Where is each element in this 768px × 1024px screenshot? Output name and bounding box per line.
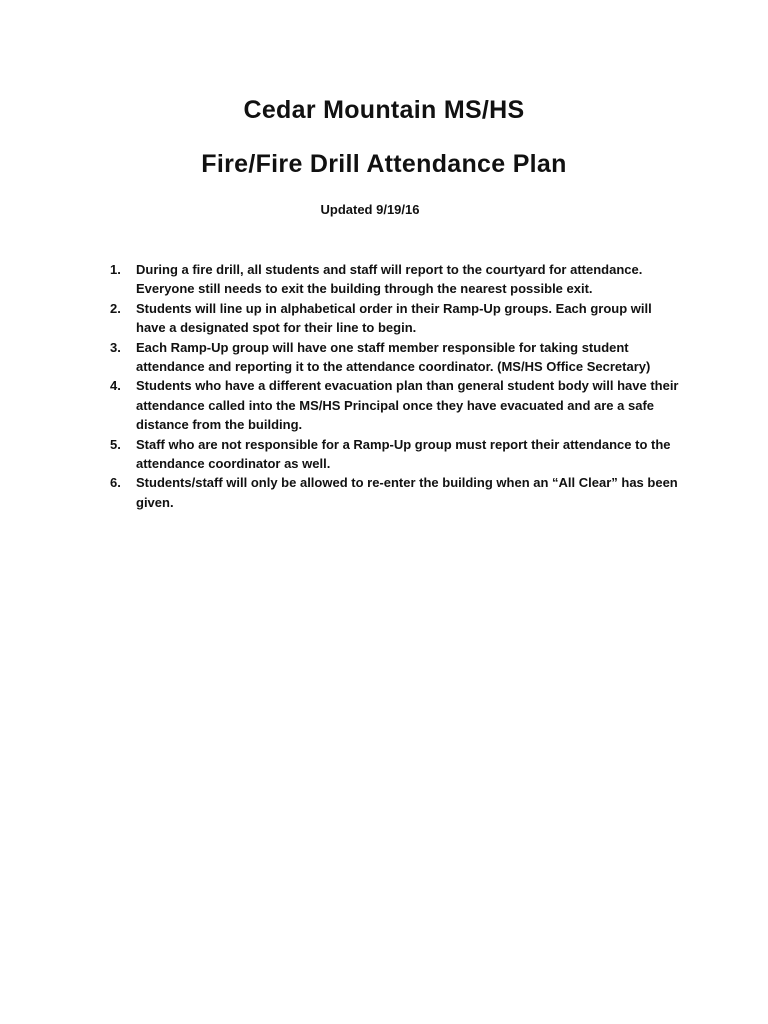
step-text: Students who have a different evacuation plan than general student body will have their attendance called into the MS/HS Principal once they have evacuated and are a safe distance from the building. <box>136 378 679 433</box>
school-title: Cedar Mountain MS/HS <box>243 96 525 124</box>
updated-date: Updated 9/19/16 <box>320 202 420 217</box>
step-number: 6. <box>110 475 121 491</box>
plan-step-5 <box>110 435 680 474</box>
plan-steps-list <box>110 260 680 512</box>
step-number: 5. <box>110 436 121 452</box>
step-number: 2. <box>110 300 121 316</box>
step-number: 4. <box>110 378 121 394</box>
step-number: 3. <box>110 339 121 355</box>
plan-step-4 <box>110 376 680 434</box>
step-text: Students/staff will only be allowed to re-enter the building when an “All Clear” has been given. <box>136 475 678 510</box>
step-text: Each Ramp-Up group will have one staff member responsible for taking student attendance and reporting it to the attendance coordinator. (MS/HS Office Secretary) <box>136 339 651 375</box>
step-text: During a fire drill, all students and staff will report to the courtyard for attendance. Everyone still needs to exit the building through the nearest possible exit. <box>136 262 643 297</box>
step-number: 1. <box>110 262 121 277</box>
plan-step-1 <box>110 260 680 299</box>
plan-step-3 <box>110 338 680 377</box>
plan-step-6 <box>110 473 680 512</box>
step-text: Students will line up in alphabetical order in their Ramp-Up groups. Each group will have a designated spot for their line to begin. <box>136 300 652 336</box>
plan-step-2 <box>110 299 680 338</box>
step-text: Staff who are not responsible for a Ramp-Up group must report their attendance to the attendance coordinator as well. <box>136 436 671 472</box>
plan-title: Fire/Fire Drill Attendance Plan <box>201 150 567 178</box>
